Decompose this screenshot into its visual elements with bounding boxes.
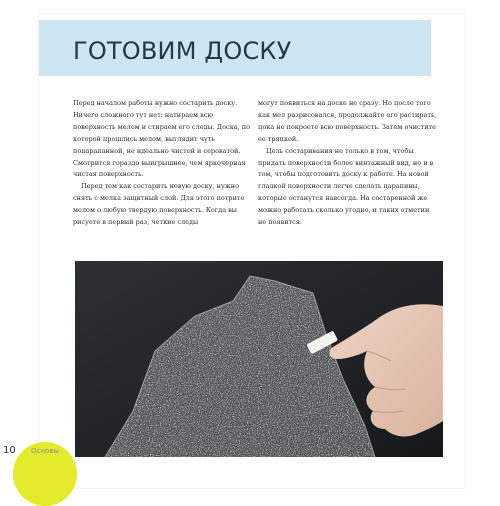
page-number: 10 [3,445,16,456]
chalkboard-illustration [75,261,443,457]
chalkboard-photo [75,261,443,457]
text-column-left [73,98,250,229]
paragraph: могут появиться на доске не сразу. Но после того как мел разрисовался, продолжайте его растирать, пока не покроете всю поверхность. Затем очистите ее тряпкой. [258,99,437,143]
section-name: Основы [31,447,59,455]
paragraph: Перед началом работы нужно состарить доску. Ничего сложного тут нет: натираем всю поверхность мелом и стираем его следы. Доска, по которой прошлись мелом, выглядит чуть поцарапанной, не идеально чистой и сероватой. Смотрится гораздо выигрышнее, чем яркочерная чистая поверхность. [73,99,251,179]
paragraph: Цель состаривания не только в том, чтобы придать поверхности более винтажный вид, но и в том, чтобы подготовить доску к работе. На новой гладкой поверхности легче сделать царапины, которые останутся навсегда. На состаренной же можно работать сколько угодно, и таких отметин не появится. [258,146,434,227]
paragraph: Перед тем как состарить новую доску, нужно снять с мелка защитный слой. Для этого потрите мелом о любую твердую поверхность. Когда вы рисуете в первый раз, четкие следы [73,182,245,227]
text-column-right [258,98,438,229]
page-title: ГОТОВИМ ДОСКУ [73,37,292,65]
title-band [39,20,431,76]
book-page [39,14,465,488]
